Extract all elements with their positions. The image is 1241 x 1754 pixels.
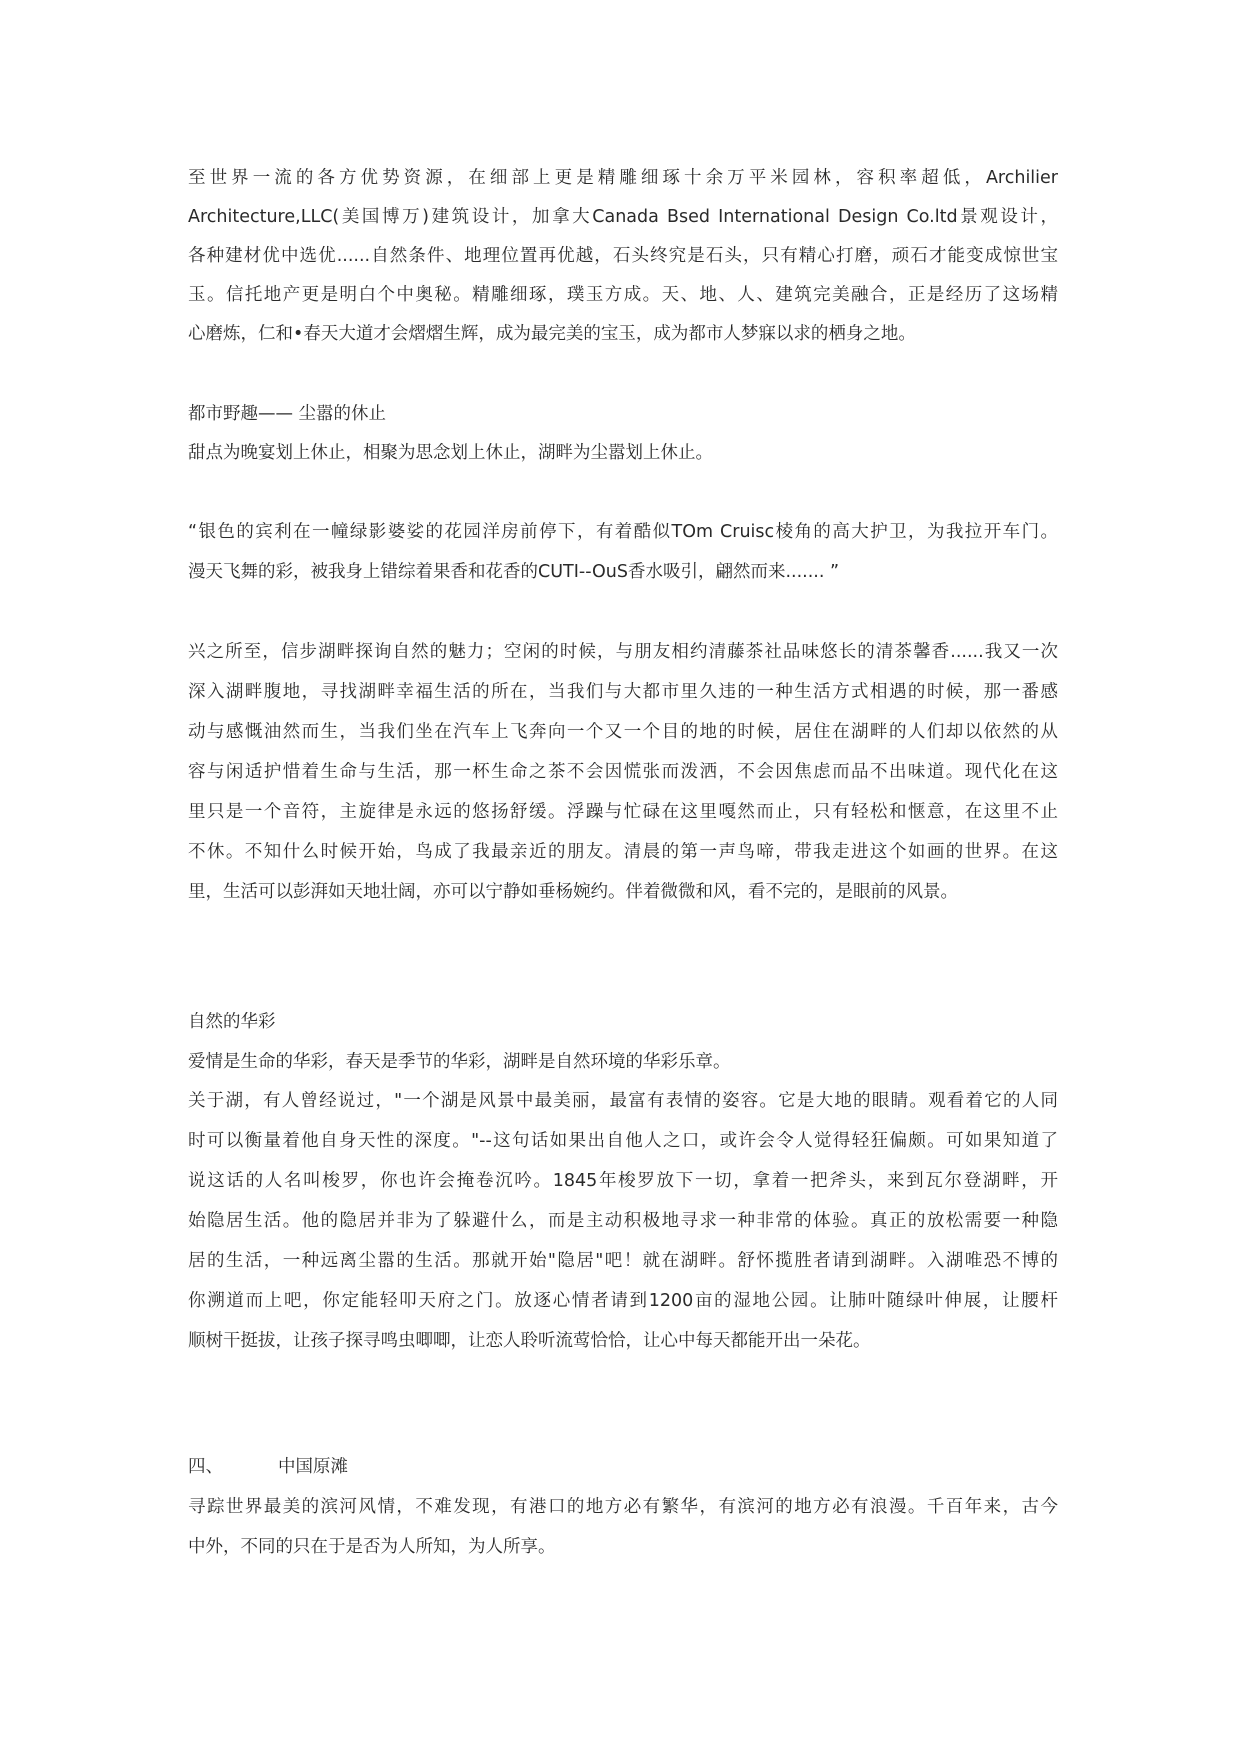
document-page — [188, 0, 1058, 1754]
paragraph-line: 里，生活可以彭湃如天地壮阔，亦可以宁静如垂杨婉约。伴着微微和风，看不完的，是眼前的风景。 — [188, 882, 958, 902]
paragraph-line: 顺树干挺拔，让孩子探寻鸣虫唧唧，让恋人聆听流莺恰恰，让心中每天都能开出一朵花。 — [188, 1331, 871, 1351]
paragraph-line: Architecture,LLC(美国博万)建筑设计，加拿大Canada Bsed International Design Co.ltd景观设计， — [188, 207, 1058, 227]
paragraph-line: 不休。不知什么时候开始，鸟成了我最亲近的朋友。清晨的第一声鸟啼，带我走进这个如画的世界。在这 — [188, 842, 1058, 862]
paragraph-line: 容与闲适护惜着生命与生活，那一杯生命之茶不会因慌张而泼洒，不会因焦虑而品不出味道。现代化在这 — [188, 762, 1058, 782]
section-heading: 都市野趣—— 尘嚣的休止 — [188, 404, 387, 424]
paragraph-line: 关于湖，有人曾经说过，"一个湖是风景中最美丽，最富有表情的姿容。它是大地的眼睛。观看着它的人同 — [188, 1091, 1058, 1111]
paragraph-line: 始隐居生活。他的隐居并非为了躲避什么，而是主动积极地寻求一种非常的体验。真正的放松需要一种隐 — [188, 1211, 1058, 1231]
paragraph-line: 各种建材优中选优......自然条件、地理位置再优越，石头终究是石头，只有精心打磨，顽石才能变成惊世宝 — [188, 246, 1058, 266]
quote-line: “银色的宾利在一幢绿影婆娑的花园洋房前停下，有着酷似TOm Cruisc棱角的高大护卫，为我拉开车门。 — [188, 522, 1058, 542]
section-number: 四、 — [188, 1457, 223, 1477]
paragraph-line: 爱情是生命的华彩，春天是季节的华彩，湖畔是自然环境的华彩乐章。 — [188, 1052, 731, 1072]
section-title: 中国原滩 — [278, 1457, 348, 1477]
paragraph-line: 中外，不同的只在于是否为人所知，为人所享。 — [188, 1537, 556, 1557]
paragraph-line: 心磨炼，仁和•春天大道才会熠熠生辉，成为最完美的宝玉，成为都市人梦寐以求的栖身之地。 — [188, 324, 916, 344]
paragraph-line: 动与感慨油然而生，当我们坐在汽车上飞奔向一个又一个目的地的时候，居住在湖畔的人们却以依然的从 — [188, 722, 1058, 742]
paragraph-line: 深入湖畔腹地，寻找湖畔幸福生活的所在，当我们与大都市里久违的一种生活方式相遇的时候，那一番感 — [188, 682, 1058, 702]
paragraph-line: 玉。信托地产更是明白个中奥秘。精雕细琢，璞玉方成。天、地、人、建筑完美融合，正是经历了这场精 — [188, 285, 1058, 305]
paragraph-line: 里只是一个音符，主旋律是永远的悠扬舒缓。浮躁与忙碌在这里嘎然而止，只有轻松和惬意，在这里不止 — [188, 802, 1058, 822]
section-heading: 自然的华彩 — [188, 1012, 276, 1032]
paragraph-line: 兴之所至，信步湖畔探询自然的魅力；空闲的时候，与朋友相约清藤茶社品味悠长的清茶馨香......我又一次 — [188, 642, 1058, 662]
quote-line: 漫天飞舞的彩，被我身上错综着果香和花香的CUTI--OuS香水吸引，翩然而来....... ” — [188, 562, 840, 582]
paragraph-line: 甜点为晚宴划上休止，相聚为思念划上休止，湖畔为尘嚣划上休止。 — [188, 443, 713, 463]
section-heading — [188, 1455, 1058, 1479]
paragraph-line: 寻踪世界最美的滨河风情，不难发现，有港口的地方必有繁华，有滨河的地方必有浪漫。千百年来，古今 — [188, 1497, 1058, 1517]
paragraph-line: 时可以衡量着他自身天性的深度。"--这句话如果出自他人之口，或许会令人觉得轻狂偏颇。可如果知道了 — [188, 1131, 1058, 1151]
paragraph-line: 说这话的人名叫梭罗，你也许会掩卷沉吟。1845年梭罗放下一切，拿着一把斧头，来到瓦尔登湖畔，开 — [188, 1171, 1058, 1191]
paragraph-line: 你溯道而上吧，你定能轻叩天府之门。放逐心情者请到1200亩的湿地公园。让肺叶随绿叶伸展，让腰杆 — [188, 1291, 1058, 1311]
paragraph-line: 至世界一流的各方优势资源，在细部上更是精雕细琢十余万平米园林，容积率超低，Archilier — [188, 168, 1058, 188]
paragraph-line: 居的生活，一种远离尘嚣的生活。那就开始"隐居"吧！就在湖畔。舒怀揽胜者请到湖畔。入湖唯恐不博的 — [188, 1251, 1058, 1271]
